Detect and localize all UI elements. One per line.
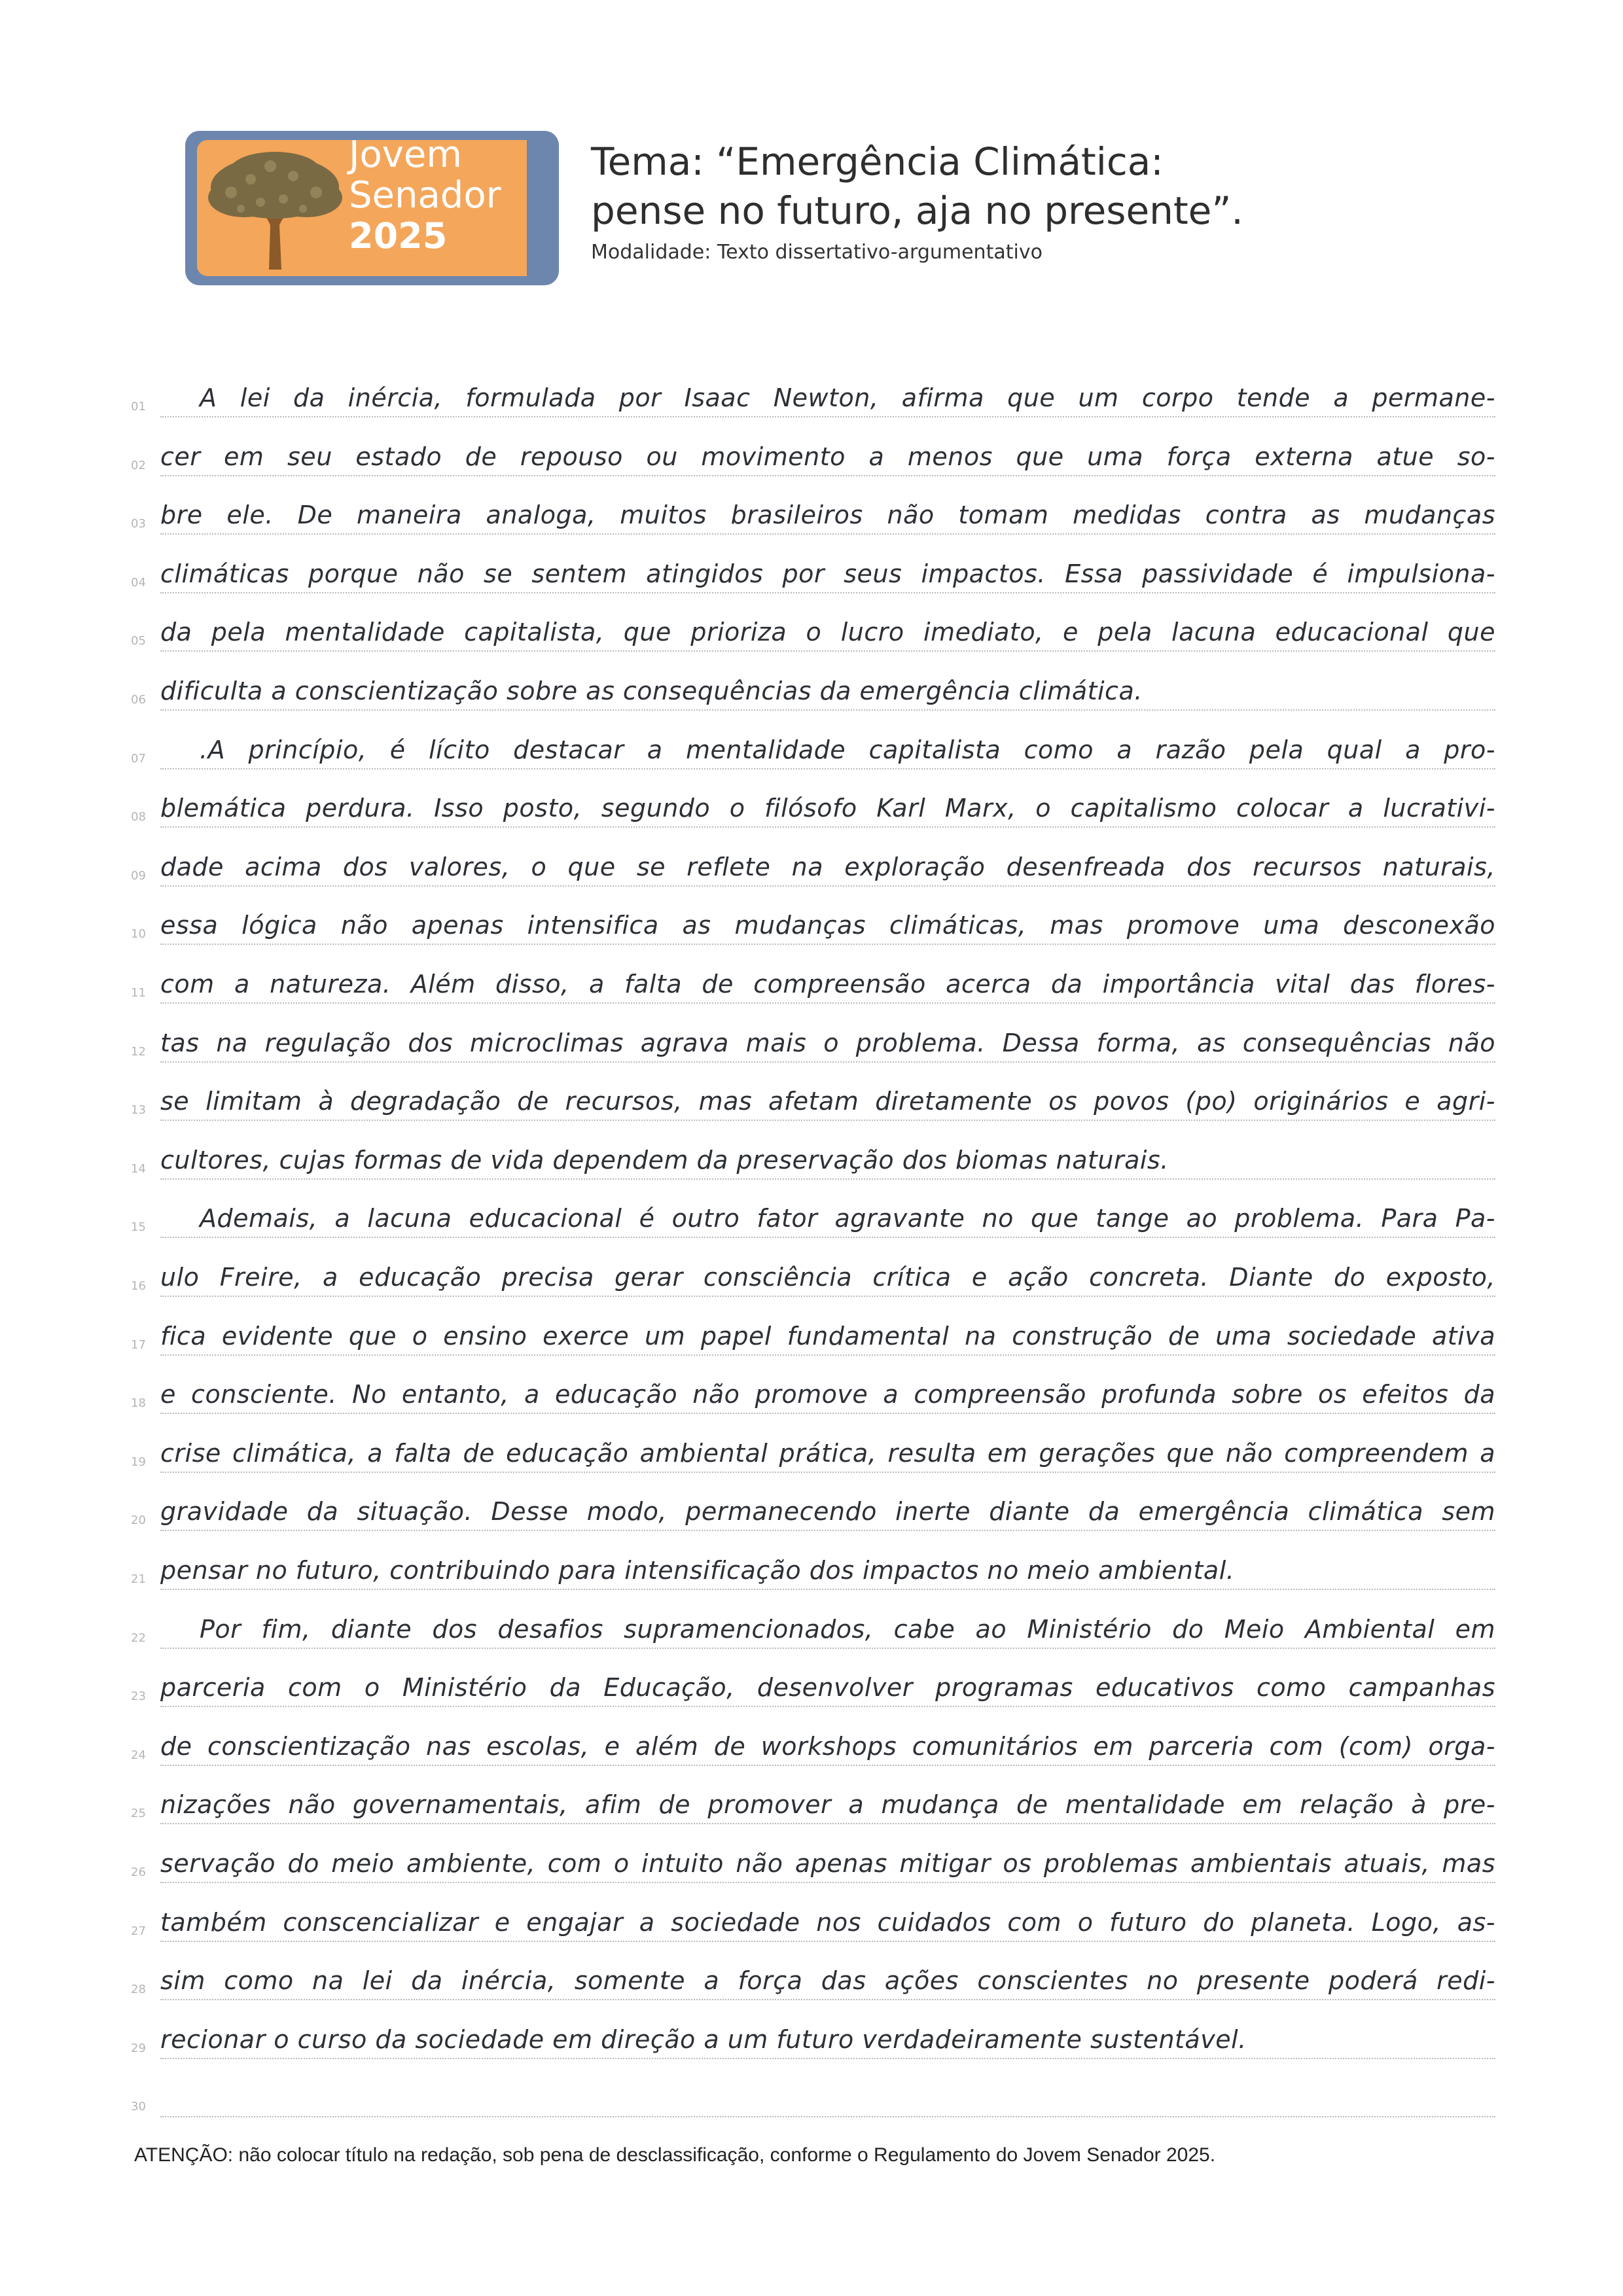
line-number: 22: [131, 1631, 146, 1645]
essay-line: [131, 1765, 1495, 1824]
line-text: se limitam à degradação de recursos, mas afetam diretamente os povos (po) originários e agri-: [160, 1087, 1495, 1116]
line-text: com a natureza. Além disso, a falta de compreensão acerca da importância vital das flores-: [160, 970, 1495, 998]
logo-line-1: Jovem: [349, 133, 462, 176]
line-number: 13: [131, 1103, 146, 1118]
line-number: 16: [131, 1279, 146, 1293]
line-text: e consciente. No entanto, a educação não promove a compreensão profunda sobre os efeitos da: [160, 1380, 1495, 1409]
essay-line: [131, 2000, 1495, 2059]
essay-line: [131, 359, 1495, 417]
line-number: 29: [131, 2041, 146, 2055]
logo-line-2: Senador: [349, 174, 501, 217]
essay-line: [131, 593, 1495, 652]
line-number: 07: [131, 751, 146, 766]
essay-line: [131, 1179, 1495, 1238]
essay-line: [131, 1824, 1495, 1883]
line-text: ulo Freire, a educação precisa gerar consciência crítica e ação concreta. Diante do exposto,: [160, 1263, 1495, 1292]
essay-line: [131, 1472, 1495, 1531]
line-text: tas na regulação dos microclimas agrava mais o problema. Dessa forma, as consequências não: [160, 1028, 1495, 1057]
line-text: bre ele. De maneira analoga, muitos brasileiros não tomam medidas contra as mudanças: [160, 501, 1495, 530]
line-text: climáticas porque não se sentem atingidos por seus impactos. Essa passividade é impulsiona-: [160, 559, 1495, 588]
essay-line: [131, 1121, 1495, 1180]
essay-line: [131, 1062, 1495, 1121]
theme-line-2: pense no futuro, aja no presente”.: [591, 188, 1243, 233]
line-text: dificulta a conscientização sobre as consequências da emergência climática.: [160, 677, 1143, 705]
line-number: 02: [131, 458, 146, 472]
line-text: Por fim, diante dos desafios supramencionados, cabe ao Ministério do Meio Ambiental em: [200, 1614, 1495, 1644]
line-number: 17: [131, 1337, 146, 1352]
footer-notice: ATENÇÃO: não colocar título na redação, sob pena de desclassificação, conforme o Regulamento do Jovem Senador 2025.: [134, 2144, 1216, 2166]
essay-line: [131, 476, 1495, 535]
line-text: fica evidente que o ensino exerce um papel fundamental na construção de uma sociedade ativa: [160, 1321, 1495, 1351]
line-number: 26: [131, 1865, 146, 1879]
line-number: 23: [131, 1689, 146, 1704]
line-text: parceria com o Ministério da Educação, desenvolver programas educativos como campanhas: [160, 1673, 1495, 1703]
theme-line-1: Tema: “Emergência Climática:: [591, 139, 1164, 184]
line-number: 05: [131, 634, 146, 648]
line-text: .A princípio, é lícito destacar a mentalidade capitalista como a razão pela qual a pro-: [200, 735, 1495, 764]
line-number: 10: [131, 927, 146, 942]
line-text: dade acima dos valores, o que se reflete na exploração desenfreada dos recursos naturais,: [160, 852, 1495, 881]
line-number: 01: [131, 400, 146, 414]
essay-line: [131, 1883, 1495, 1942]
essay-line: [131, 945, 1495, 1004]
line-number: 03: [131, 517, 146, 531]
line-number: 09: [131, 868, 146, 883]
essay-line: [131, 417, 1495, 476]
logo-year: 2025: [349, 215, 448, 256]
line-text: recionar o curso da sociedade em direção a um futuro verdadeiramente sustentável.: [160, 2024, 1247, 2054]
essay-line: [131, 1355, 1495, 1414]
line-number: 06: [131, 693, 146, 707]
line-number: 27: [131, 1924, 146, 1938]
line-number: 04: [131, 575, 146, 590]
line-text: crise climática, a falta de educação ambiental prática, resulta em gerações que não compreendem a: [160, 1438, 1495, 1468]
essay-line: [131, 711, 1495, 769]
line-number: 20: [131, 1513, 146, 1528]
essay-line: [131, 1590, 1495, 1649]
essay-line: [131, 1941, 1495, 2000]
line-text: de conscientização nas escolas, e além de workshops comunitários em parceria com (com) orga-: [160, 1731, 1495, 1761]
line-text: Ademais, a lacuna educacional é outro fator agravante no que tange ao problema. Para Pa-: [200, 1204, 1495, 1233]
line-text: nizações não governamentais, afim de promover a mudança de mentalidade em relação à pre-: [160, 1790, 1495, 1820]
line-number: 11: [131, 986, 146, 1000]
line-text: servação do meio ambiente, com o intuito não apenas mitigar os problemas ambientais atuais, mas: [160, 1849, 1495, 1878]
line-number: 15: [131, 1220, 146, 1235]
line-number: 08: [131, 810, 146, 824]
essay-line: [131, 1414, 1495, 1473]
modality-label: Modalidade: Texto dissertativo-argumentativo: [591, 241, 1043, 264]
line-text: pensar no futuro, contribuindo para intensificação dos impactos no meio ambiental.: [160, 1556, 1235, 1585]
essay-line: [131, 2058, 1495, 2117]
line-text: também conscencializar e engajar a sociedade nos cuidados com o futuro do planeta. Logo, as-: [160, 1907, 1495, 1937]
line-text: cultores, cujas formas de vida dependem da preservação dos biomas naturais.: [160, 1145, 1169, 1174]
line-text: cer em seu estado de repouso ou movimento a menos que uma força externa atue so-: [160, 442, 1495, 471]
line-text: blemática perdura. Isso posto, segundo o filósofo Karl Marx, o capitalismo colocar a lucrativi-: [160, 794, 1495, 823]
essay-line: [131, 1707, 1495, 1766]
line-number: 30: [131, 2100, 146, 2114]
line-text: A lei da inércia, formulada por Isaac Newton, afirma que um corpo tende a permane-: [200, 383, 1495, 412]
essay-line: [131, 535, 1495, 593]
line-text: da pela mentalidade capitalista, que prioriza o lucro imediato, e pela lacuna educacional que: [160, 618, 1495, 647]
essay-line: [131, 1531, 1495, 1590]
line-number: 18: [131, 1396, 146, 1411]
essay-line: [131, 828, 1495, 887]
essay-line: [131, 1238, 1495, 1297]
line-number: 14: [131, 1161, 146, 1176]
line-number: 24: [131, 1748, 146, 1762]
essay-line: [131, 886, 1495, 945]
line-number: 28: [131, 1983, 146, 1997]
line-text: essa lógica não apenas intensifica as mudanças climáticas, mas promove uma desconexão: [160, 911, 1495, 940]
essay-line: [131, 652, 1495, 711]
line-text: sim como na lei da inércia, somente a força das ações conscientes no presente poderá redi-: [160, 1966, 1495, 1996]
line-number: 21: [131, 1572, 146, 1586]
line-number: 19: [131, 1455, 146, 1469]
line-number: 12: [131, 1044, 146, 1059]
line-number: 25: [131, 1807, 146, 1821]
line-text: gravidade da situação. Desse modo, permanecendo inerte diante da emergência climática sem: [160, 1497, 1495, 1527]
essay-line: [131, 1648, 1495, 1707]
essay-line: [131, 769, 1495, 828]
essay-line: [131, 1004, 1495, 1063]
essay-line: [131, 1297, 1495, 1356]
